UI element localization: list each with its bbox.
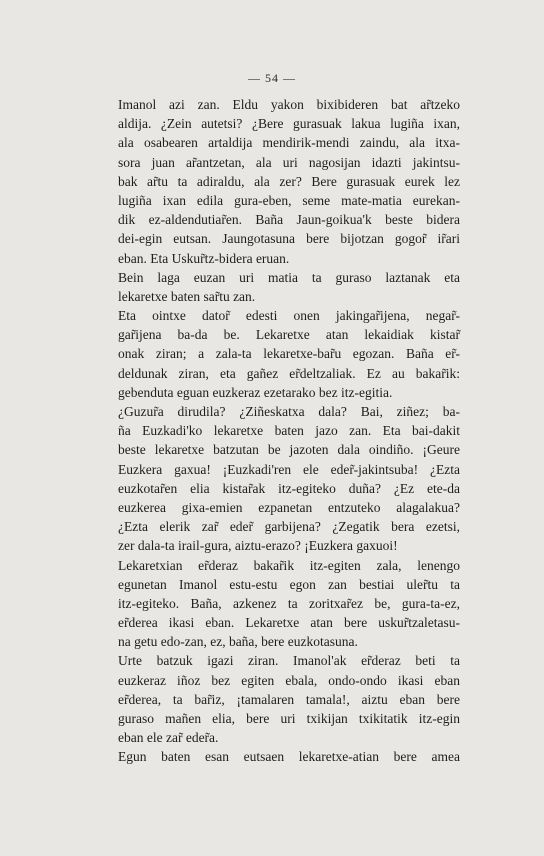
text-line: bak ar̃tu ta adiraldu, ala zer? Bere gurasuak eurek lez <box>118 173 460 189</box>
text-line: Egun baten esan eutsaen lekaretxe-atian bere amea <box>118 749 460 765</box>
text-line: gebenduta eguan euzkeraz ezetarako bez itz-egitia. <box>118 384 393 400</box>
text-line: ¿Guzur̃a dirudila? ¿Ziñeskatxa dala? Bai, ziñez; ba- <box>118 404 460 419</box>
text-line: Eta ointxe dator̃ edesti onen jakingar̃ijena, negar̃- <box>118 308 460 324</box>
text-line: er̃derea, ta bar̃iz, ¡tamalaren tamala!, aiztu eban bere <box>118 691 460 707</box>
text-line: Euzkera gaxua! ¡Euzkadi'ren ele eder̃-jakintsuba! ¿Ezta <box>118 461 460 477</box>
text-line: aldija. ¿Zein autetsi? ¿Bere gurasuak lakua lugiña ixan, <box>118 116 460 132</box>
page-number: — 54 — <box>248 71 296 85</box>
text-line: Urte batzuk igazi ziran. Imanol'ak er̃deraz beti ta <box>118 653 460 669</box>
text-line: sora juan ar̃antzetan, ala uri nagosijan idazti jakintsu- <box>118 154 460 170</box>
text-line: dik ez-aldendutiar̃en. Baña Jaun-goikua'k beste bidera <box>118 212 460 228</box>
text-line: egunetan Imanol estu-estu egon zan bestiai uler̃tu ta <box>118 576 460 592</box>
text-line: euzkotar̃en elia kistar̃ak itz-egiteko duña? ¿Ez ete-da <box>118 480 460 496</box>
text-line: eban. Eta Uskur̃tz-bidera eruan. <box>118 250 290 266</box>
text-line: er̃derea ikasi eban. Lekaretxe atan bere uskur̃tzaletasu- <box>118 615 460 631</box>
text-line: lugiña ixan edila gura-eben, seme mate-matia eurekan- <box>118 192 460 208</box>
text-line: itz-egiteko. Baña, azkenez ta zoritxar̃ez be, gura-ta-ez, <box>118 595 460 611</box>
text-line: zer dala-ta irail-gura, aiztu-erazo? ¡Euzkera gaxuoi! <box>118 538 398 554</box>
text-line: guraso mañen elia, bere uri txikijan txikitatik itz-egin <box>118 711 460 726</box>
text-line: Imanol azi zan. Eldu yakon bixibideren bat ar̃tzeko <box>118 97 460 112</box>
text-line: euzkeraz iñoz bez egiten ebala, ondo-ondo ikasi eban <box>118 672 460 688</box>
text-line: eban ele zar̃ eder̃a. <box>118 730 219 746</box>
text-line: dei-egin eutsan. Jaungotasuna bere bijotzan gogor̃ ir̃ari <box>118 231 460 247</box>
text-line: Bein laga euzan uri matia ta guraso laztanak eta <box>118 269 460 285</box>
text-line: ña Euzkadi'ko lekaretxe baten jazo zan. Eta bai-dakit <box>118 423 460 439</box>
text-line: euzkerea gixa-emien ezpanetan entzuteko alagalakua? <box>118 499 460 515</box>
text-line: gar̃ijena ba-da be. Lekaretxe atan lekaidiak kistar̃ <box>118 327 460 343</box>
text-line: onak ziran; a zala-ta lekaretxe-bar̃u egozan. Baña er̃- <box>118 346 460 362</box>
text-line: lekaretxe baten sar̃tu zan. <box>118 288 256 304</box>
text-line: beste lekaretxe batzutan be jazoten dala oindiño. ¡Geure <box>118 442 460 458</box>
body-text <box>118 95 460 767</box>
text-line: deldunak ziran, eta gañez er̃deltzaliak. Ez au bakar̃ik: <box>118 365 460 381</box>
text-line: Lekaretxian er̃deraz bakar̃ik itz-egiten zala, lenengo <box>118 557 460 573</box>
text-line: ala osabearen artaldija mendirik-mendi zaindu, ala itxa- <box>118 135 460 151</box>
text-line: ¿Ezta elerik zar̃ eder̃ garbijena? ¿Zegatik bera ezetsi, <box>118 519 460 535</box>
text-line: na getu edo-zan, ez, baña, bere euzkotasuna. <box>118 634 358 650</box>
